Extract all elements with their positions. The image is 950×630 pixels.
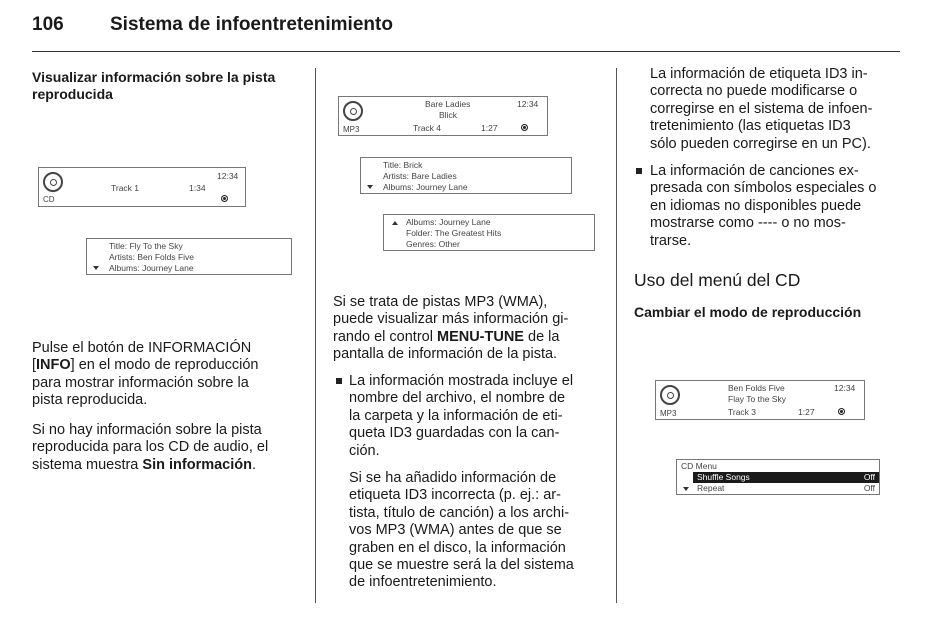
display-screen-mp3 [338,96,548,136]
menu-title: CD Menu [681,461,717,471]
section-heading: Visualizar información sobre la pista reproducida [32,69,276,102]
track-label: Track 3 [728,407,757,417]
paragraph: Pulse el botón de INFORMACIÓN [INFO] en el modo de reproducción para mostrar información sobre la pista reproducida. [32,340,259,409]
scroll-down-icon [683,487,689,491]
display-screen-info [86,238,292,275]
display-screen-info-more [383,214,595,251]
paragraph-indented: Si se ha añadido información de etiqueta ID3 incorrecta (p. ej.: ar- tista, título de canción) a los archi- vos MP3 (WMA) antes de que se graben en el disco, la información que se muestre será la del sistema de infoentretenimiento. [349,470,574,591]
settings-icon [521,124,528,131]
section-title: Uso del menú del CD [634,270,801,290]
menu-item-value: Off [863,472,875,482]
disc-icon [43,172,63,192]
info-line: Genres: Other [406,239,460,249]
clock-label: 12:34 [834,383,856,393]
page-title: Sistema de infoentretenimiento [110,14,393,35]
bullet-item: La información mostrada incluye el nombre del archivo, el nombre de la carpeta y la información de eti- queta ID3 guardadas con la can- ción. [336,373,616,460]
disc-icon [660,385,680,405]
menu-item-label: Shuffle Songs [697,472,750,482]
source-label: CD [43,195,55,204]
info-line: Title: Brick [383,160,423,170]
bullet-item: La información de canciones ex- presada con símbolos especiales o en idiomas no disponibles puede mostrarse como ---- o no mos- trarse. [636,163,916,250]
info-line: Folder: The Greatest Hits [406,228,502,238]
info-line: Title: Fly To the Sky [109,241,183,251]
menu-item-repeat[interactable] [693,483,879,494]
bullet-square-icon [336,378,342,384]
info-line: Albums: Journey Lane [406,217,491,227]
info-line: Artists: Bare Ladies [383,171,457,181]
paragraph: Si no hay información sobre la pista reproducida para los CD de audio, el sistema muestra Sin información. [32,422,269,473]
column-divider [315,68,316,603]
track-label: Track 1 [111,183,140,193]
cd-menu-screen [676,459,880,495]
elapsed-time: 1:27 [481,123,498,133]
disc-icon [343,101,363,121]
elapsed-time: 1:34 [189,183,206,193]
menu-item-value: Off [863,483,875,493]
display-screen-info [360,157,572,194]
info-line: Artists: Ben Folds Five [109,252,195,262]
artist-label: Bare Ladies [425,99,471,109]
artist-label: Ben Folds Five [728,383,785,393]
info-line: Albums: Journey Lane [109,263,194,273]
track-label: Track 4 [413,123,442,133]
menu-item-label: Repeat [697,483,725,493]
page-number: 106 [32,14,64,35]
menu-item-shuffle[interactable] [693,472,879,483]
display-screen-mp3 [655,380,865,420]
album-label: Blick [439,110,457,120]
song-label: Flay To the Sky [728,394,786,404]
settings-icon [838,408,845,415]
settings-icon [221,195,228,202]
clock-label: 12:34 [217,171,239,181]
paragraph: Si se trata de pistas MP3 (WMA), puede visualizar más información gi- rando el control MENU-TUNE de la pantalla de información de la pista. [333,294,569,363]
page-header [32,8,900,52]
bullet-square-icon [636,168,642,174]
display-screen-track [38,167,246,207]
paragraph-indented: La información de etiqueta ID3 in- correcta no puede modificarse o corregirse en el sistema de infoen- tretenimiento (las etiquetas ID3 sólo pueden corregirse en un PC). [650,66,873,152]
clock-label: 12:34 [517,99,539,109]
source-label: MP3 [660,409,677,418]
source-label: MP3 [343,125,360,134]
scroll-up-icon [392,221,398,225]
scroll-down-icon [93,266,99,270]
info-line: Albums: Journey Lane [383,182,468,192]
scroll-down-icon [367,185,373,189]
elapsed-time: 1:27 [798,407,815,417]
subsection-heading: Cambiar el modo de reproducción [634,304,862,320]
column-divider [616,68,617,603]
